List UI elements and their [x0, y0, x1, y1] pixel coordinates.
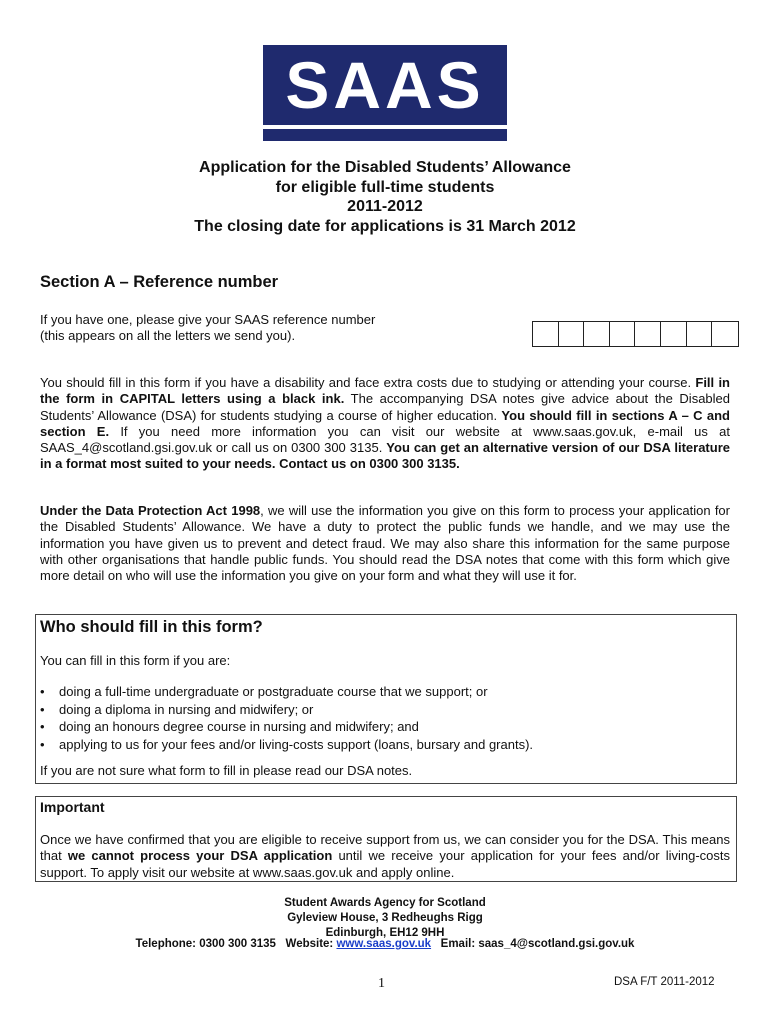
- address-line-2: Gyleview House, 3 Redheughs Rigg: [287, 912, 483, 924]
- p1-bold-1: Fill in the form in CAPITAL letters using a black ink.: [40, 375, 730, 407]
- website-label: Website:: [285, 938, 334, 950]
- reference-digit-box[interactable]: [635, 322, 661, 346]
- reference-instruction-line-1: If you have one, please give your SAAS reference number: [40, 312, 376, 327]
- p2-bold-1: Under the Data Protection Act 1998: [40, 503, 261, 518]
- p1-text-2: The accompanying DSA notes give advice about the Disabled Students’ Allowance (DSA) for students studying a course of higher education.: [40, 391, 731, 423]
- telephone-text: Telephone: 0300 300 3135: [135, 938, 276, 950]
- p1-bold-3: You can get an alternative version of our DSA literature in a format most suited to your needs. Contact us on 0300 300 3135.: [40, 440, 730, 472]
- list-item: • doing a diploma in nursing and midwifery; or: [40, 701, 533, 719]
- who-should-fill-heading: Who should fill in this form?: [40, 618, 263, 636]
- contact-line: [40, 938, 730, 950]
- reference-digit-box[interactable]: [584, 322, 610, 346]
- important-text: [40, 832, 730, 881]
- list-item: • doing an honours degree course in nursing and midwifery; and: [40, 718, 533, 736]
- logo-text: SAAS: [285, 48, 485, 122]
- reference-number-boxes: [532, 321, 739, 347]
- address-line-1: Student Awards Agency for Scotland: [284, 897, 486, 909]
- eligibility-list: [40, 683, 533, 753]
- p2-text-1: , we will use the information you give on this form to process your application for the Disabled Students’ Allowance. We have a duty to protect the public funds we handle, and we may use the information you have given us to prevent and detect fraud. We may also share this information for the same purpose with other organisations that handle public funds. You should read the DSA notes that come with this form which give more detail on who will use the information you give on your form and what they will use it for.: [40, 503, 730, 584]
- website-link[interactable]: www.saas.gov.uk: [336, 938, 432, 950]
- p1-text-1: You should fill in this form if you have a disability and face extra costs due to studying or attending your course.: [40, 375, 696, 390]
- important-heading: Important: [40, 799, 105, 815]
- data-protection-paragraph: [40, 503, 730, 584]
- page-number: 1: [378, 976, 385, 991]
- instructions-paragraph: [40, 375, 730, 473]
- reference-instruction-line-2: (this appears on all the letters we send you).: [40, 328, 296, 343]
- form-code: DSA F/T 2011-2012: [614, 976, 715, 988]
- imp-bold-1: we cannot process your DSA application: [67, 848, 333, 864]
- logo-underline-bar: [263, 129, 507, 141]
- list-item: • doing a full-time undergraduate or postgraduate course that we support; or: [40, 683, 533, 701]
- reference-instructions: [40, 312, 375, 344]
- saas-logo: [263, 45, 507, 141]
- agency-address: [40, 896, 730, 941]
- title-line-1: Application for the Disabled Students’ Allowance: [199, 159, 571, 176]
- address-line-3: Edinburgh, EH12 9HH: [325, 927, 445, 939]
- section-a-heading: Section A – Reference number: [40, 273, 279, 291]
- reference-digit-box[interactable]: [712, 322, 738, 346]
- who-footer-text: If you are not sure what form to fill in please read our DSA notes.: [40, 763, 413, 778]
- p1-bold-2: You should fill in sections A – C and section E.: [40, 407, 730, 439]
- who-intro-text: You can fill in this form if you are:: [40, 653, 231, 668]
- reference-digit-box[interactable]: [533, 322, 559, 346]
- p1-text-3: If you need more information you can visit our website at www.saas.gov.uk, e-mail us at SAAS_4@scotland.gsi.gov.uk or call us on 0300 300 3135.: [40, 423, 730, 456]
- title-line-3: 2011-2012: [347, 198, 423, 215]
- reference-digit-box[interactable]: [661, 322, 687, 346]
- reference-digit-box[interactable]: [687, 322, 713, 346]
- title-line-2: for eligible full-time students: [275, 178, 495, 196]
- reference-digit-box[interactable]: [610, 322, 636, 346]
- list-item: • applying to us for your fees and/or living-costs support (loans, bursary and grants).: [40, 736, 533, 754]
- email-text: Email: saas_4@scotland.gsi.gov.uk: [440, 938, 635, 950]
- document-title: [40, 158, 730, 236]
- reference-digit-box[interactable]: [559, 322, 585, 346]
- title-line-4: The closing date for applications is 31 March 2012: [194, 217, 576, 235]
- imp-text-2: until we receive your application for your fees and/or living-costs support. To apply visit our website at www.saas.gov.uk and apply online.: [40, 848, 730, 880]
- imp-text-1: Once we have confirmed that you are eligible to receive support from us, we can consider you for the DSA. This means that: [40, 832, 730, 864]
